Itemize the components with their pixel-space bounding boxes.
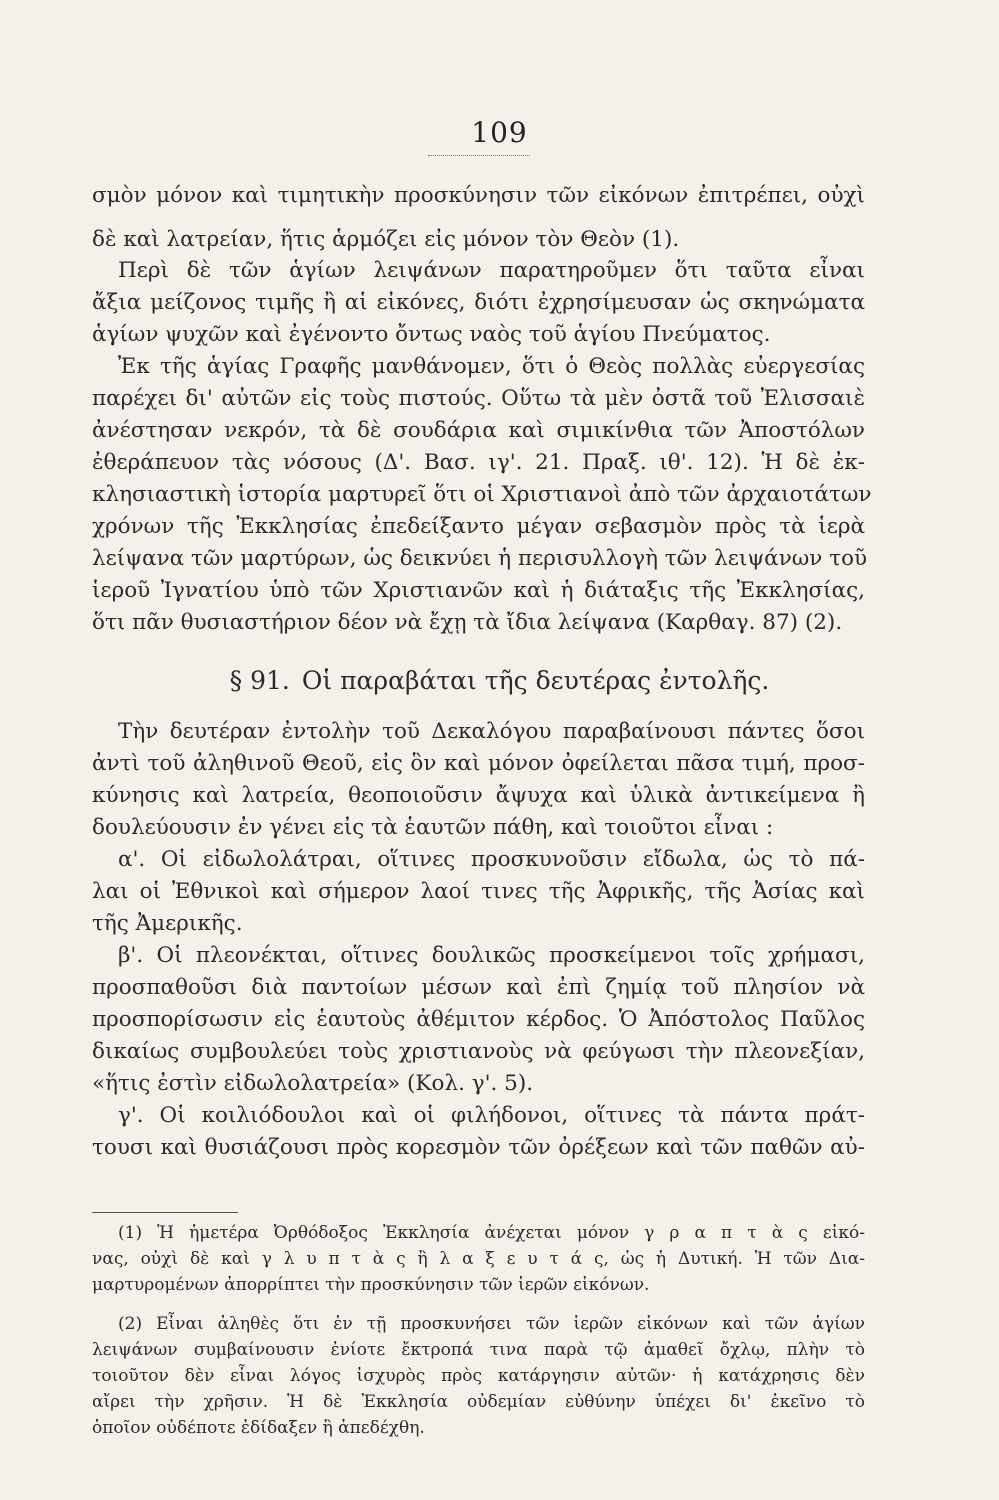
body-line: κλησιαστικὴ ἱστορία μαρτυρεῖ ὅτι οἱ Χριστιανοὶ ἀπὸ τῶν ἀρχαιοτάτων xyxy=(92,482,872,507)
section-line: λαι οἱ Ἐθνικοὶ καὶ σήμερον λαοί τινες τῆς Ἀφρικῆς, τῆς Ἀσίας καὶ xyxy=(92,879,865,904)
body-line: χρόνων τῆς Ἐκκλησίας ἐπεδείξαντο μέγαν σεβασμὸν πρὸς τὰ ἱερὰ xyxy=(92,514,865,539)
body-line: ἱεροῦ Ἰγνατίου ὑπὸ τῶν Χριστιανῶν καὶ ἡ διάταξις τῆς Ἐκκλησίας, xyxy=(92,578,865,603)
section-line: τουσι καὶ θυσιάζουσι πρὸς κορεσμὸν τῶν ὀρέξεων καὶ τῶν παθῶν αὐ- xyxy=(92,1135,865,1160)
section-line: προσπαθοῦσι διὰ παντοίων μέσων καὶ ἐπὶ ζημίᾳ τοῦ πλησίον νὰ xyxy=(92,975,865,1000)
section-line: Τὴν δευτέραν ἐντολὴν τοῦ Δεκαλόγου παραβαίνουσι πάντες ὅσοι xyxy=(118,719,865,744)
footnote-line: (1) Ἡ ἡμετέρα Ὀρθόδοξος Ἐκκλησία ἀνέχεται μόνον γ ρ α π τ ὰ ς εἰκό- xyxy=(118,1223,865,1243)
body-line: παρέχει δι' αὐτῶν εἰς τοὺς πιστούς. Οὕτω τὰ μὲν ὀστᾶ τοῦ Ἐλισσαιὲ xyxy=(92,386,865,411)
body-line: ὅτι πᾶν θυσιαστήριον δέον νὰ ἔχῃ τὰ ἴδια λείψανα (Καρθαγ. 87) (2). xyxy=(92,610,843,635)
body-line: σμὸν μόνον καὶ τιμητικὴν προσκύνησιν τῶν εἰκόνων ἐπιτρέπει, οὐχὶ xyxy=(92,183,865,208)
section-line: γ'. Οἱ κοιλιόδουλοι καὶ οἱ φιλήδονοι, οἵτινες τὰ πάντα πράτ- xyxy=(118,1103,865,1128)
footnote-line: νας, οὐχὶ δὲ καὶ γ λ υ π τ ὰ ς ἢ λ α ξ ε υ τ ά ς, ὡς ἡ Δυτική. Ἡ τῶν Δια- xyxy=(92,1249,865,1269)
section-number: § 91. xyxy=(229,666,290,695)
body-line: ἄξια μείζονος τιμῆς ἢ αἱ εἰκόνες, διότι ἐχρησίμευσαν ὡς σκηνώματα xyxy=(92,290,865,315)
section-line: δικαίως συμβουλεύει τοὺς χριστιανοὺς νὰ φεύγωσι τὴν πλεονεξίαν, xyxy=(92,1039,865,1064)
body-line: ἀνέστησαν νεκρόν, τὰ δὲ σουδάρια καὶ σιμικίνθια τῶν Ἀποστόλων xyxy=(92,418,865,443)
section-line: α'. Οἱ εἰδωλολάτραι, οἵτινες προσκυνοῦσιν εἴδωλα, ὡς τὸ πά- xyxy=(118,847,865,872)
body-line: Ἐκ τῆς ἁγίας Γραφῆς μανθάνομεν, ὅτι ὁ Θεὸς πολλὰς εὐεργεσίας xyxy=(118,354,865,379)
body-line: δὲ καὶ λατρείαν, ἥτις ἁρμόζει εἰς μόνον τὸν Θεὸν (1). xyxy=(92,227,680,252)
header-rule xyxy=(428,155,530,156)
section-line: β'. Οἱ πλεονέκται, οἵτινες δουλικῶς προσκείμενοι τοῖς χρήμασι, xyxy=(118,943,865,968)
footnote-line: λειψάνων συμβαίνουσιν ἐνίοτε ἔκτροπά τινα παρὰ τῷ ἀμαθεῖ ὄχλῳ, πλὴν τὸ xyxy=(92,1340,865,1360)
section-line: προσπορίσωσιν εἰς ἑαυτοὺς ἀθέμιτον κέρδος. Ὁ Ἀπόστολος Παῦλος xyxy=(92,1007,865,1032)
body-line: Περὶ δὲ τῶν ἁγίων λειψάνων παρατηροῦμεν ὅτι ταῦτα εἶναι xyxy=(118,258,865,283)
section-title: Οἱ παραβάται τῆς δευτέρας ἐντολῆς. xyxy=(301,666,770,695)
section-line: δουλεύουσιν ἐν γένει εἰς τὰ ἑαυτῶν πάθη, καὶ τοιοῦτοι εἶναι : xyxy=(92,815,774,840)
footnote-rule xyxy=(92,1212,238,1213)
section-line: ἀντὶ τοῦ ἀληθινοῦ Θεοῦ, εἰς ὃν καὶ μόνον ὀφείλεται πᾶσα τιμή, προσ- xyxy=(92,751,865,776)
section-line: τῆς Ἀμερικῆς. xyxy=(92,911,243,936)
body-line: ἐθεράπευον τὰς νόσους (Δ'. Βασ. ιγ'. 21. Πραξ. ιθ'. 12). Ἡ δὲ ἐκ- xyxy=(92,450,865,475)
section-line: «ἥτις ἐστὶν εἰδωλολατρεία» (Κολ. γ'. 5). xyxy=(92,1071,534,1096)
footnote-line: αἴρει τὴν χρῆσιν. Ἡ δὲ Ἐκκλησία οὐδεμίαν εὐθύνην ὑπέχει δι' ἐκεῖνο τὸ xyxy=(92,1392,865,1412)
section-heading xyxy=(0,664,999,698)
body-line: λείψανα τῶν μαρτύρων, ὡς δεικνύει ἡ περισυλλογὴ τῶν λειψάνων τοῦ xyxy=(92,546,868,571)
footnote-line: τοιοῦτον δὲν εἶναι λόγος ἰσχυρὸς πρὸς κατάργησιν αὐτῶν· ἡ κατάχρησις δὲν xyxy=(92,1366,865,1386)
footnote-line: μαρτυρομένων ἀπορρίπτει τὴν προσκύνησιν τῶν ἱερῶν εἰκόνων. xyxy=(92,1275,650,1295)
page-number: 109 xyxy=(471,116,528,149)
section-line: κύνησις καὶ λατρεία, θεοποιοῦσιν ἄψυχα καὶ ὑλικὰ ἀντικείμενα ἢ xyxy=(92,783,865,808)
footnote-line: ὁποῖον οὐδέποτε ἐδίδαξεν ἢ ἀπεδέχθη. xyxy=(92,1418,425,1438)
body-line: ἁγίων ψυχῶν καὶ ἐγένοντο ὄντως ναὸς τοῦ ἁγίου Πνεύματος. xyxy=(92,322,771,347)
footnote-line: (2) Εἶναι ἀληθὲς ὅτι ἐν τῇ προσκυνήσει τῶν ἱερῶν εἰκόνων καὶ τῶν ἁγίων xyxy=(118,1314,865,1334)
